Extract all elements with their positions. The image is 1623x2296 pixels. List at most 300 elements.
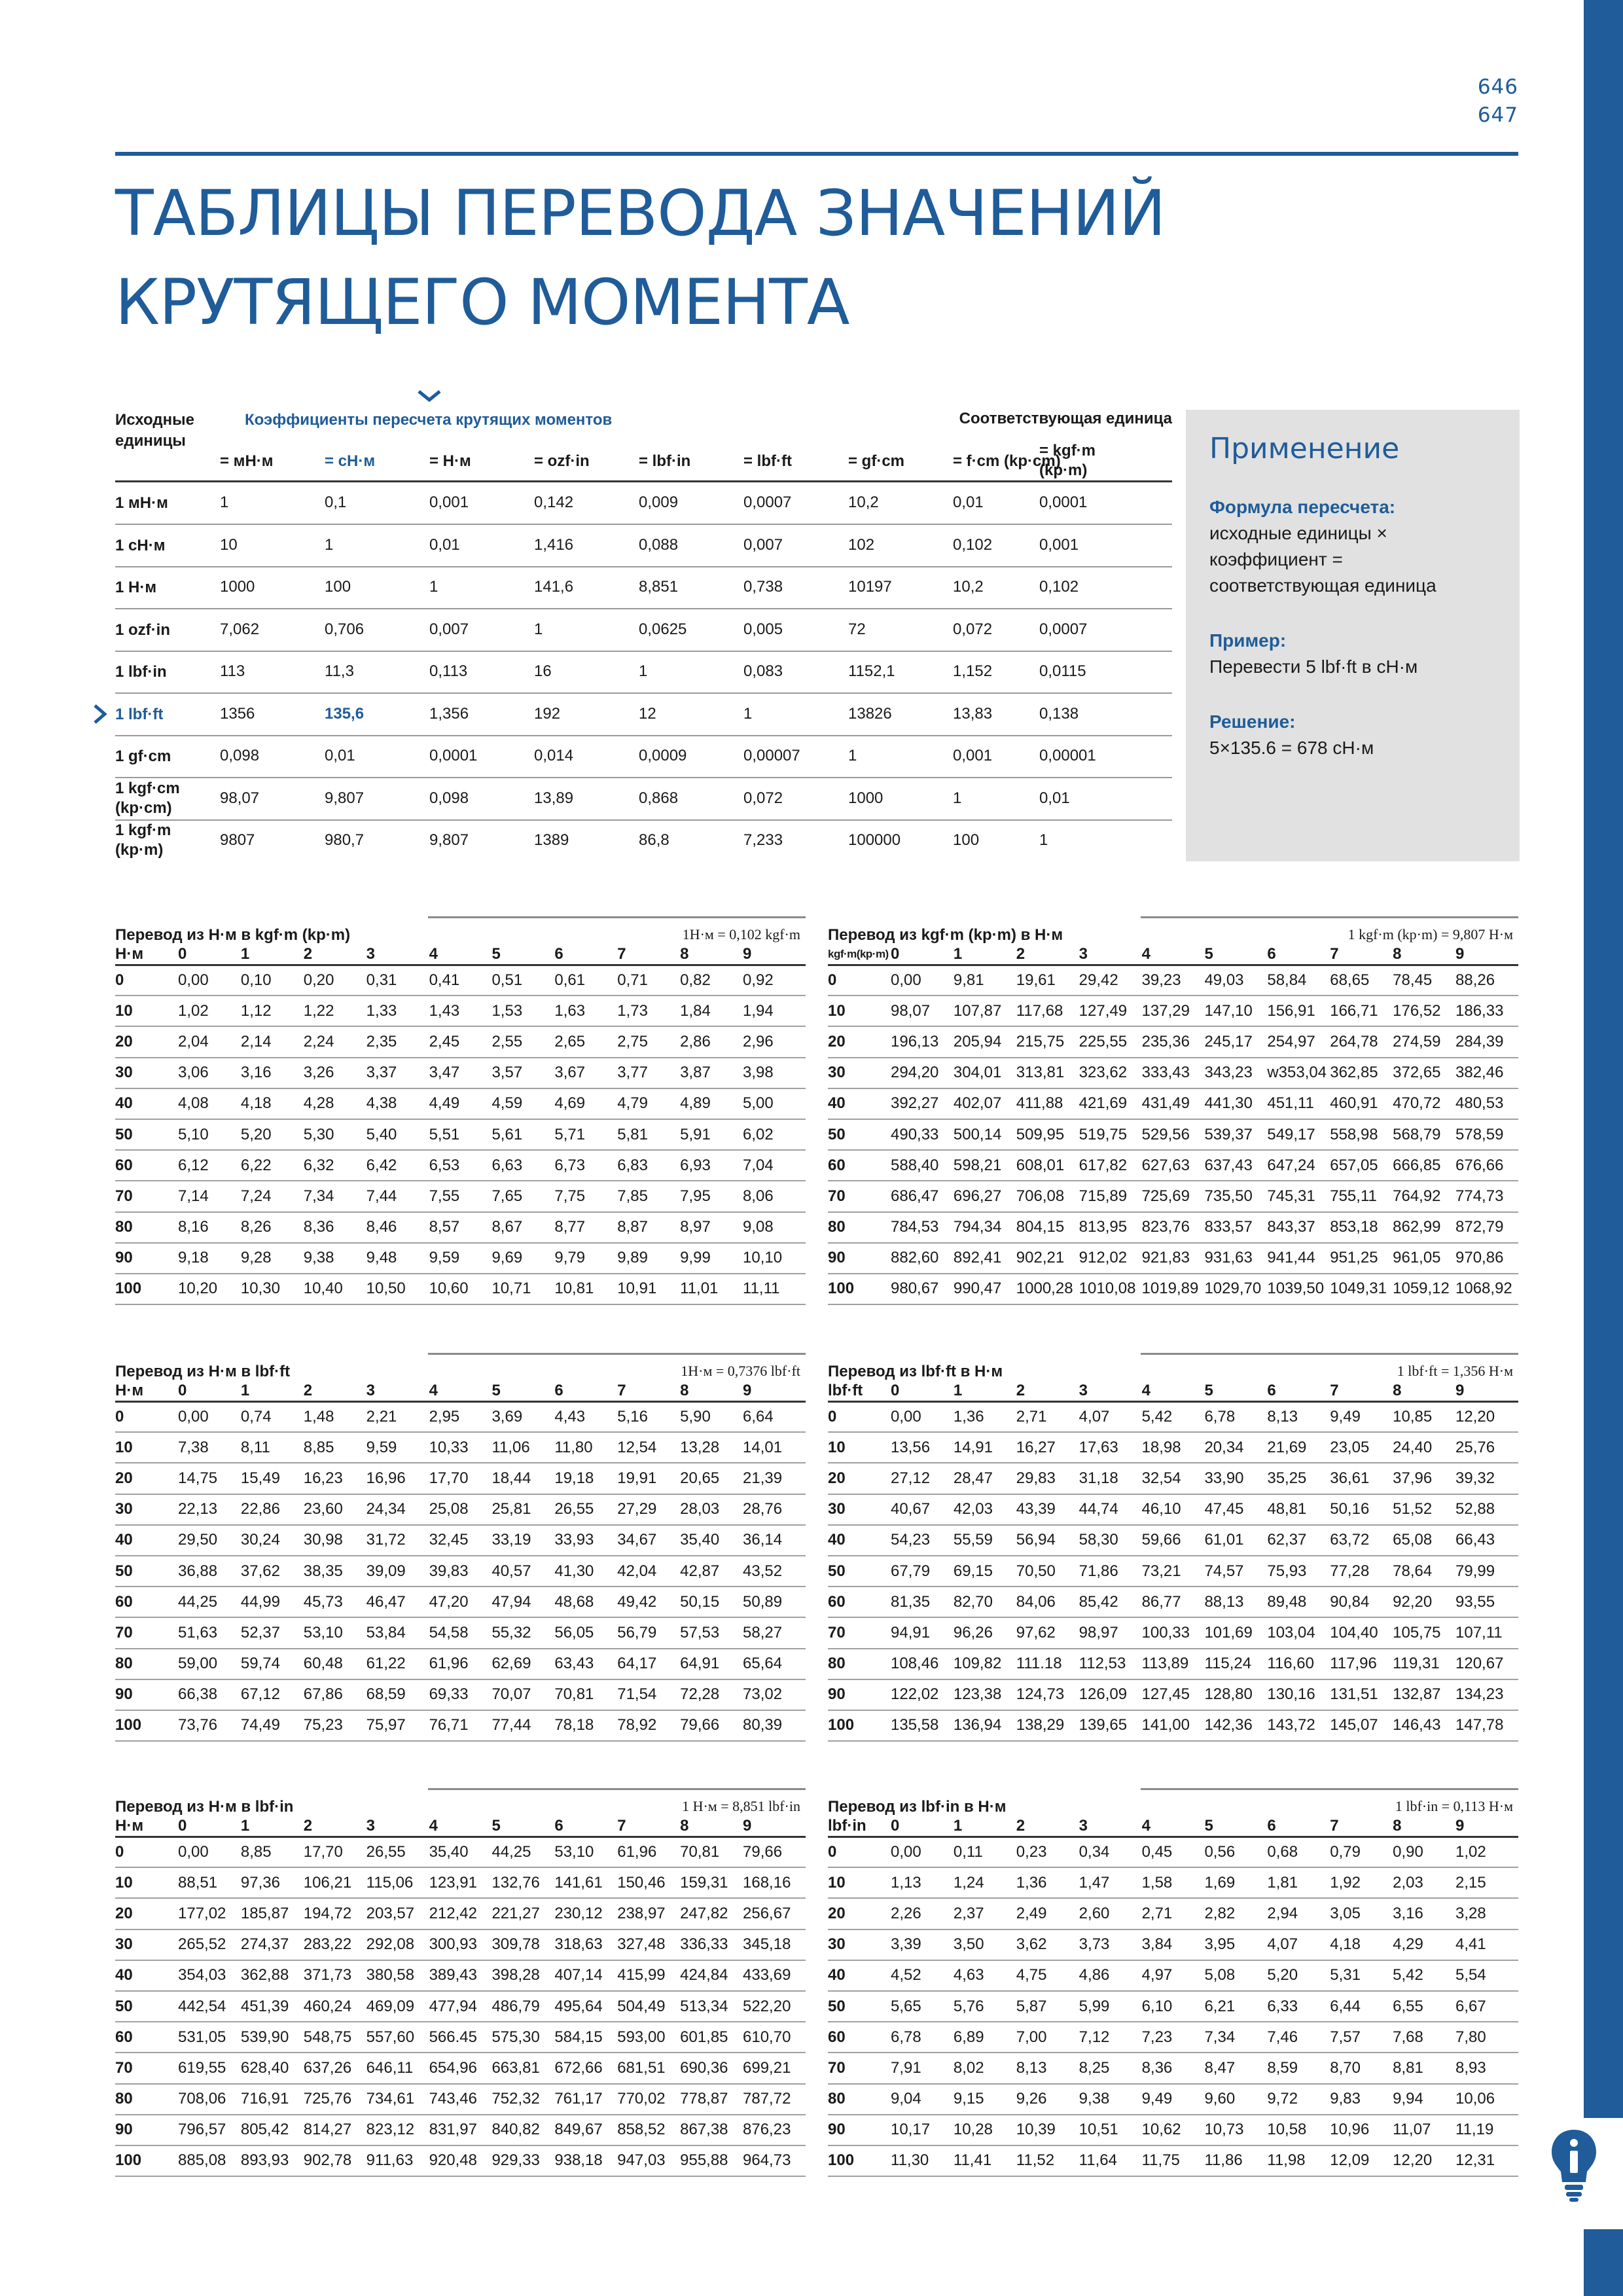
table-cell: 61,22	[366, 1649, 429, 1679]
row-header: 70	[115, 1181, 178, 1211]
table-cell: 274,59	[1393, 1026, 1455, 1057]
column-header: 3	[1079, 1817, 1142, 1837]
table-cell: 74,57	[1204, 1556, 1267, 1587]
table-cell: 16,27	[1016, 1432, 1079, 1463]
table-title: Перевод из Н·м в lbf·ft	[115, 1363, 291, 1380]
coefficient-cell: 0,098	[429, 789, 469, 807]
table-cell: 12,09	[1330, 2145, 1393, 2176]
table-cell: 6,64	[743, 1401, 806, 1432]
table-cell: 6,22	[241, 1150, 304, 1181]
table-cell: 1,36	[1016, 1867, 1079, 1898]
table-cell: 6,78	[1204, 1401, 1267, 1432]
table-cell: 20,65	[680, 1463, 743, 1494]
coefficient-cell: 0,868	[639, 789, 679, 807]
table-cell: 610,70	[743, 2022, 806, 2053]
coefficient-cell: 0,005	[743, 620, 783, 638]
table-cell: 31,18	[1079, 1463, 1142, 1494]
coefficient-cell: 1	[953, 789, 962, 807]
table-cell: 142,36	[1204, 1710, 1267, 1741]
table-row	[828, 1991, 1518, 2022]
table-cell: 42,04	[617, 1556, 680, 1587]
coefficients-header: Коэффициенты пересчета крутящих моментов	[245, 411, 613, 429]
table-cell: 304,01	[954, 1058, 1016, 1088]
row-header: 0	[115, 1837, 178, 1867]
coefficient-cell: 0,0625	[639, 620, 687, 638]
coefficient-cell: 1	[1039, 831, 1048, 849]
table-row	[828, 1867, 1518, 1898]
table-cell: 44,99	[241, 1587, 304, 1617]
table-cell: 647,24	[1267, 1150, 1330, 1181]
table-row	[115, 1432, 806, 1463]
table-cell: 2,04	[178, 1026, 241, 1057]
table-cell: 20,34	[1204, 1432, 1267, 1463]
table-cell: 215,75	[1016, 1026, 1079, 1057]
column-header: = lbf·in	[639, 452, 691, 470]
table-cell: 354,03	[178, 1960, 241, 1991]
table-cell: 9,59	[366, 1432, 429, 1463]
table-cell: 7,46	[1267, 2022, 1330, 2053]
table-cell: 4,07	[1267, 1929, 1330, 1960]
coefficient-cell: 1	[534, 620, 543, 638]
table-cell: 138,29	[1016, 1710, 1079, 1741]
table-cell: 18,44	[491, 1463, 554, 1494]
table-cell: 65,08	[1393, 1525, 1455, 1556]
table-cell: 558,98	[1330, 1119, 1393, 1150]
table-cell: 8,93	[1455, 2053, 1518, 2083]
column-header: = сН·м	[325, 452, 376, 470]
table-cell: 8,47	[1204, 2053, 1267, 2083]
column-header: 7	[1330, 1382, 1393, 1401]
table-cell: 1,48	[304, 1401, 366, 1432]
table-cell: 137,29	[1142, 996, 1205, 1026]
table-cell: 97,62	[1016, 1617, 1079, 1648]
table-cell: 136,94	[954, 1710, 1016, 1741]
table-cell: 575,30	[491, 2022, 554, 2053]
table-cell: 76,71	[429, 1710, 492, 1741]
table-cell: 9,99	[680, 1243, 743, 1274]
table-row	[115, 1991, 806, 2022]
row-header: 80	[115, 2084, 178, 2115]
coefficient-cell: 10,2	[848, 493, 879, 511]
table-cell: 2,35	[366, 1026, 429, 1057]
table-cell: 71,54	[617, 1679, 680, 1710]
table-cell: 970,86	[1455, 1243, 1518, 1274]
table-title: Перевод из Н·м в lbf·in	[115, 1798, 294, 1816]
table-row	[828, 1929, 1518, 1960]
table-cell: 70,81	[680, 1837, 743, 1867]
column-header: kgf·m(kp·m)	[828, 945, 891, 965]
table-cell: 6,21	[1204, 1991, 1267, 2022]
table-cell: 79,66	[680, 1710, 743, 1741]
header-row	[828, 945, 1518, 965]
table-cell: 333,43	[1142, 1058, 1205, 1088]
coefficient-cell: 0,01	[1039, 789, 1070, 807]
table-cell: 460,24	[304, 1991, 366, 2022]
table-cell: 40,67	[891, 1494, 954, 1525]
coefficient-cell: 980,7	[325, 831, 365, 849]
table-cell: 0,71	[617, 965, 680, 996]
table-cell: 72,28	[680, 1679, 743, 1710]
table-row	[115, 1150, 806, 1181]
table-cell: 115,06	[366, 1867, 429, 1898]
table-cell: 124,73	[1016, 1679, 1079, 1710]
table-cell: 1019,89	[1142, 1274, 1205, 1304]
row-header: 50	[115, 1556, 178, 1587]
table-cell: 284,39	[1455, 1026, 1518, 1057]
table-cell: 509,95	[1016, 1119, 1079, 1150]
row-header: 30	[828, 1929, 891, 1960]
table-cell: 52,88	[1455, 1494, 1518, 1525]
table-cell: 663,81	[491, 2053, 554, 2083]
table-cell: 212,42	[429, 1898, 492, 1929]
column-header: 3	[366, 1817, 429, 1837]
table-cell: 49,03	[1204, 965, 1267, 996]
table-cell: 8,70	[1330, 2053, 1393, 2083]
table-cell: 283,22	[304, 1929, 366, 1960]
source-units-label: Исходные единицы	[115, 411, 194, 450]
table-cell: 5,90	[680, 1401, 743, 1432]
table-cell: 119,31	[1393, 1649, 1455, 1679]
coefficient-cell: 102	[848, 535, 875, 554]
table-cell: 1010,08	[1079, 1274, 1142, 1304]
table-cell: 5,71	[554, 1119, 617, 1150]
table-cell: 858,52	[617, 2115, 680, 2145]
table-cell: 2,71	[1016, 1401, 1079, 1432]
table-cell: 0,23	[1016, 1837, 1079, 1867]
table-cell: 646,11	[366, 2053, 429, 2083]
table-cell: 3,95	[1204, 1929, 1267, 1960]
table-top-rule	[428, 916, 806, 918]
table-cell: 111.18	[1016, 1649, 1079, 1679]
row-unit: 1 gf·cm	[115, 747, 171, 765]
table-cell: 9,28	[241, 1243, 304, 1274]
conversion-grid	[115, 1817, 806, 2177]
table-cell: 415,99	[617, 1960, 680, 1991]
column-header: 3	[1079, 1382, 1142, 1401]
table-cell: 88,26	[1455, 965, 1518, 996]
table-cell: 100,33	[1142, 1617, 1205, 1648]
table-cell: 10,58	[1267, 2115, 1330, 2145]
table-cell: 5,20	[241, 1119, 304, 1150]
table-cell: 122,02	[891, 1679, 954, 1710]
table-cell: 150,46	[617, 1867, 680, 1898]
table-cell: 11,07	[1393, 2115, 1455, 2145]
table-cell: 113,89	[1142, 1649, 1205, 1679]
page-title	[115, 169, 1293, 347]
coefficient-cell: 135,6	[325, 704, 365, 723]
table-cell: 6,53	[429, 1150, 492, 1181]
table-cell: 313,81	[1016, 1058, 1079, 1088]
coefficient-cell: 0,007	[429, 620, 469, 638]
column-header: 0	[178, 1382, 241, 1401]
table-cell: 931,63	[1204, 1243, 1267, 1274]
table-cell: 5,30	[304, 1119, 366, 1150]
header-rule	[115, 152, 1518, 156]
table-cell: 708,06	[178, 2084, 241, 2115]
table-cell: 3,67	[554, 1058, 617, 1088]
table-cell: 1,02	[1455, 1837, 1518, 1867]
table-cell: 17,70	[429, 1463, 492, 1494]
table-cell: 628,40	[241, 2053, 304, 2083]
table-cell: 1,02	[178, 996, 241, 1026]
row-header: 90	[828, 2115, 891, 2145]
table-cell: 0,10	[241, 965, 304, 996]
table-cell: 4,52	[891, 1960, 954, 1991]
formula-label: Формула пересчета:	[1209, 497, 1396, 517]
table-cell: w353,04	[1267, 1058, 1330, 1088]
table-cell: 127,49	[1079, 996, 1142, 1026]
table-row	[828, 1026, 1518, 1057]
table-cell: 8,77	[554, 1212, 617, 1243]
table-cell: 186,33	[1455, 996, 1518, 1026]
table-cell: 46,47	[366, 1587, 429, 1617]
table-cell: 4,18	[241, 1088, 304, 1119]
table-cell: 309,78	[491, 1929, 554, 1960]
table-cell: 1,12	[241, 996, 304, 1026]
coefficient-cell: 0,01	[429, 535, 460, 554]
table-cell: 4,29	[1393, 1929, 1455, 1960]
table-cell: 44,74	[1079, 1494, 1142, 1525]
table-cell: 156,91	[1267, 996, 1330, 1026]
table-cell: 2,60	[1079, 1898, 1142, 1929]
row-header: 20	[828, 1026, 891, 1057]
table-cell: 778,87	[680, 2084, 743, 2115]
row-unit: 1 Н·м	[115, 579, 157, 596]
table-cell: 131,51	[1330, 1679, 1393, 1710]
row-header: 80	[828, 2084, 891, 2115]
column-header: 5	[491, 1817, 554, 1837]
table-cell: 5,16	[617, 1401, 680, 1432]
table-cell: 6,42	[366, 1150, 429, 1181]
header-row	[828, 1817, 1518, 1837]
row-header: 100	[828, 2145, 891, 2176]
table-cell: 29,50	[178, 1525, 241, 1556]
table-cell: 9,79	[554, 1243, 617, 1274]
table-cell: 59,00	[178, 1649, 241, 1679]
conversion-note: 1 Н·м = 8,851 lbf·in	[682, 1798, 800, 1814]
table-cell: 619,55	[178, 2053, 241, 2083]
table-cell: 4,08	[178, 1088, 241, 1119]
table-cell: 54,58	[429, 1617, 492, 1648]
row-header: 90	[828, 1679, 891, 1710]
row-header: 20	[115, 1026, 178, 1057]
table-cell: 58,30	[1079, 1525, 1142, 1556]
table-cell: 84,06	[1016, 1587, 1079, 1617]
table-cell: 7,65	[491, 1181, 554, 1211]
coefficient-cell: 10197	[848, 578, 892, 596]
table-cell: 90,84	[1330, 1587, 1393, 1617]
table-cell: 1029,70	[1204, 1274, 1267, 1304]
column-header: 6	[1267, 1382, 1330, 1401]
table-cell: 1,92	[1330, 1867, 1393, 1898]
table-cell: 0,11	[954, 1837, 1016, 1867]
table-cell: 9,49	[1330, 1401, 1393, 1432]
table-cell: 8,25	[1079, 2053, 1142, 2083]
table-cell: 8,87	[617, 1212, 680, 1243]
table-cell: 12,54	[617, 1432, 680, 1463]
table-cell: 5,10	[178, 1119, 241, 1150]
table-row	[115, 1494, 806, 1525]
row-divider	[115, 651, 1172, 652]
table-cell: 411,88	[1016, 1088, 1079, 1119]
table-cell: 77,44	[491, 1710, 554, 1741]
table-cell: 78,18	[554, 1710, 617, 1741]
table-cell: 101,69	[1204, 1617, 1267, 1648]
table-row	[115, 2145, 806, 2176]
table-cell: 2,14	[241, 1026, 304, 1057]
table-cell: 33,90	[1204, 1463, 1267, 1494]
table-cell: 4,18	[1330, 1929, 1393, 1960]
table-cell: 4,86	[1079, 1960, 1142, 1991]
column-header: 0	[891, 1382, 954, 1401]
row-header: 70	[828, 1617, 891, 1648]
table-cell: 9,26	[1016, 2084, 1079, 2115]
table-cell: 0,45	[1142, 1837, 1205, 1867]
table-cell: 566.45	[429, 2022, 492, 2053]
row-header: 90	[115, 1243, 178, 1274]
coefficient-cell: 0,088	[639, 535, 679, 554]
row-header: 100	[115, 1274, 178, 1304]
table-top-rule	[1141, 1353, 1518, 1355]
table-cell: 805,42	[241, 2115, 304, 2145]
table-row	[115, 2115, 806, 2145]
table-cell: 134,23	[1455, 1679, 1518, 1710]
table-cell: 833,57	[1204, 1212, 1267, 1243]
table-cell: 504,49	[617, 1991, 680, 2022]
table-cell: 103,04	[1267, 1617, 1330, 1648]
table-cell: 911,63	[366, 2145, 429, 2176]
row-header: 40	[828, 1525, 891, 1556]
table-cell: 27,29	[617, 1494, 680, 1525]
table-cell: 79,99	[1455, 1556, 1518, 1587]
table-cell: 840,82	[491, 2115, 554, 2145]
table-cell: 706,08	[1016, 1181, 1079, 1211]
column-header: 0	[178, 1817, 241, 1837]
table-cell: 0,00	[178, 1401, 241, 1432]
table-cell: 7,23	[1142, 2022, 1205, 2053]
table-cell: 3,62	[1016, 1929, 1079, 1960]
table-cell: 690,36	[680, 2053, 743, 2083]
table-cell: 608,01	[1016, 1150, 1079, 1181]
table-cell: 29,83	[1016, 1463, 1079, 1494]
table-cell: 6,32	[304, 1150, 366, 1181]
table-cell: 2,94	[1267, 1898, 1330, 1929]
row-header: 40	[115, 1088, 178, 1119]
table-cell: 568,79	[1393, 1119, 1455, 1150]
table-cell: 2,71	[1142, 1898, 1205, 1929]
table-cell: 318,63	[554, 1929, 617, 1960]
table-cell: 88,51	[178, 1867, 241, 1898]
table-row	[828, 1274, 1518, 1304]
table-cell: 796,57	[178, 2115, 241, 2145]
table-cell: 0,68	[1267, 1837, 1330, 1867]
table-cell: 4,97	[1142, 1960, 1205, 1991]
column-header: 9	[743, 945, 806, 965]
table-cell: 58,27	[743, 1617, 806, 1648]
column-header: 8	[680, 945, 743, 965]
table-row	[115, 1710, 806, 1741]
table-cell: 955,88	[680, 2145, 743, 2176]
column-header: 8	[680, 1382, 743, 1401]
table-cell: 24,40	[1393, 1432, 1455, 1463]
table-cell: 460,91	[1330, 1088, 1393, 1119]
coefficient-cell: 0,00007	[743, 747, 800, 764]
table-cell: 666,85	[1393, 1150, 1455, 1181]
table-cell: 598,21	[954, 1150, 1016, 1181]
table-cell: 0,41	[429, 965, 492, 996]
table-cell: 2,86	[680, 1026, 743, 1057]
coefficient-cell: 0,102	[953, 535, 993, 554]
table-cell: 539,90	[241, 2022, 304, 2053]
column-header: 2	[304, 1817, 366, 1837]
header-row	[115, 945, 806, 965]
table-cell: 672,66	[554, 2053, 617, 2083]
table-row	[828, 1587, 1518, 1617]
row-header: 80	[828, 1649, 891, 1679]
row-header: 30	[115, 1058, 178, 1088]
table-cell: 5,76	[954, 1991, 1016, 2022]
column-header: 1	[241, 1817, 304, 1837]
table-row	[115, 1679, 806, 1710]
table-cell: 3,39	[891, 1929, 954, 1960]
table-cell: 5,31	[1330, 1960, 1393, 1991]
table-cell: 116,60	[1267, 1649, 1330, 1679]
table-cell: 225,55	[1079, 1026, 1142, 1057]
table-cell: 2,95	[429, 1401, 492, 1432]
table-row	[115, 1026, 806, 1057]
row-header: 0	[828, 965, 891, 996]
row-divider	[115, 819, 1172, 821]
row-header: 40	[828, 1088, 891, 1119]
column-header: 7	[617, 1382, 680, 1401]
table-cell: 761,17	[554, 2084, 617, 2115]
table-cell: 794,34	[954, 1212, 1016, 1243]
table-cell: 424,84	[680, 1960, 743, 1991]
coefficient-cell: 0,01	[325, 747, 355, 764]
table-cell: 421,69	[1079, 1088, 1142, 1119]
row-header: 50	[828, 1556, 891, 1587]
coefficient-cell: 1	[639, 662, 648, 680]
table-cell: 166,71	[1330, 996, 1393, 1026]
row-header: 20	[115, 1463, 178, 1494]
table-cell: 221,27	[491, 1898, 554, 1929]
table-row	[828, 1088, 1518, 1119]
coefficient-cell: 1,356	[429, 704, 469, 723]
table-cell: 7,38	[178, 1432, 241, 1463]
header-row	[115, 1817, 806, 1837]
coefficient-cell: 1000	[220, 578, 255, 596]
table-cell: 902,21	[1016, 1243, 1079, 1274]
table-cell: 442,54	[178, 1991, 241, 2022]
column-header: 8	[680, 1817, 743, 1837]
table-cell: 3,47	[429, 1058, 492, 1088]
table-cell: 4,38	[366, 1088, 429, 1119]
row-header: 80	[115, 1212, 178, 1243]
table-cell: 5,87	[1016, 1991, 1079, 2022]
table-cell: 143,72	[1267, 1710, 1330, 1741]
table-cell: 11,41	[954, 2145, 1016, 2176]
table-row	[115, 2084, 806, 2115]
table-row	[115, 996, 806, 1026]
table-cell: 686,47	[891, 1181, 954, 1211]
table-cell: 3,57	[491, 1058, 554, 1088]
table-cell: 56,94	[1016, 1525, 1079, 1556]
table-cell: 480,53	[1455, 1088, 1518, 1119]
coefficient-cell: 13,89	[534, 789, 574, 807]
example-label: Пример:	[1209, 630, 1287, 651]
table-cell: 42,87	[680, 1556, 743, 1587]
chevron-right-icon	[93, 704, 107, 724]
